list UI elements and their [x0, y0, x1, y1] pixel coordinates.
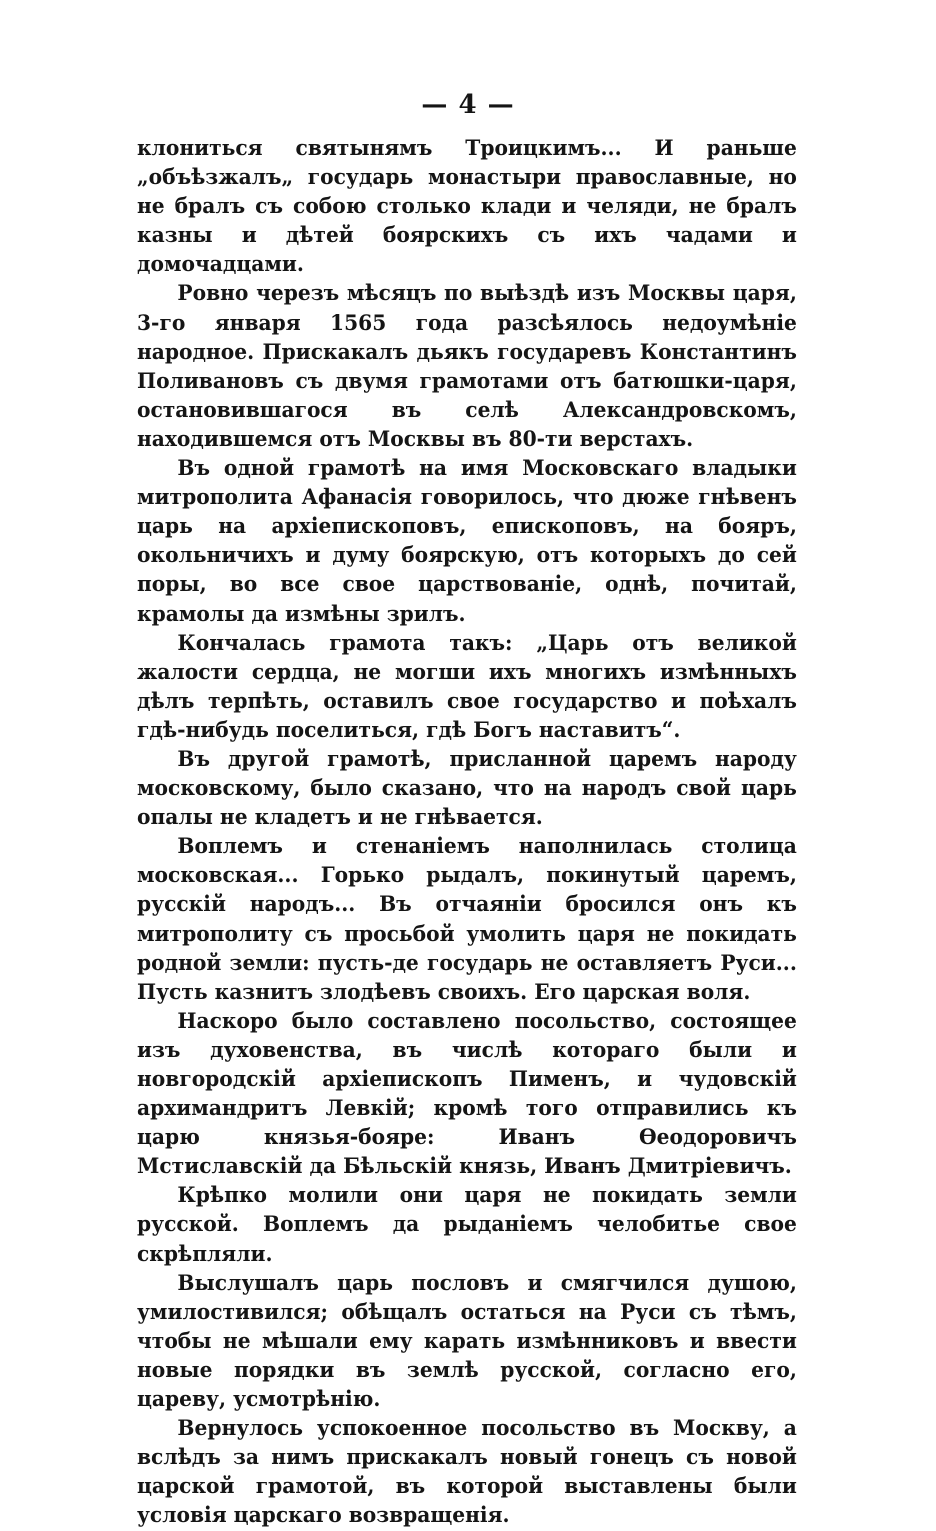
paragraph-7: Наскоро было составлено посольство, состоящее изъ духовенства, въ числѣ котораго были и новгородскій архіепископъ Пименъ, и чудовскій архимандритъ Левкій; кромѣ того отправились къ царю князья-бояре: Иванъ Ѳеодоровичъ Мстиславскій да Бѣльскій князь, Иванъ Дмитріевичъ.	[137, 1008, 797, 1180]
paragraph-8: Крѣпко молили они царя не покидать земли русской. Воплемъ да рыданіемъ челобитье свое скрѣпляли.	[137, 1183, 797, 1267]
paragraph-3: Въ одной грамотѣ на имя Московскаго владыки митрополита Афанасія говорилось, что дюже гнѣвенъ царь на архіепископовъ, епископовъ, на бояръ, окольничихъ и думу боярскую, отъ которыхъ до сей поры, во все свое царствованіе, однѣ, почитай, крамолы да измѣны зрилъ.	[137, 456, 797, 627]
paragraph-6: Воплемъ и стенаніемъ наполнилась столица московская... Горько рыдалъ, покинутый царемъ, русскій народъ... Въ отчаяніи бросился онъ къ митрополиту съ просьбой умолить царя не покидать родной земли: пусть-де государь не оставляетъ Руси... Пусть казнитъ злодѣевъ своихъ. Его царская воля.	[137, 834, 797, 1005]
paragraph-1: клониться святынямъ Троицкимъ... И раньше „объѣзжалъ„ государь монастыри православные, но не бралъ съ собою столько клади и челяди, не бралъ казны и дѣтей боярскихъ съ ихъ чадами и домочадцами.	[137, 136, 797, 278]
paragraph-5: Въ другой грамотѣ, присланной царемъ народу московскому, было сказано, что на народъ свой царь опалы не кладетъ и не гнѣвается.	[137, 746, 797, 831]
paragraph-4: Кончалась грамота такъ: „Царь отъ великой жалости сердца, не могши ихъ многихъ измѣнныхъ дѣлъ терпѣть, оставилъ свое государство и поѣхалъ гдѣ-нибудь поселиться, гдѣ Богъ наставитъ“.	[137, 630, 797, 743]
paragraph-10: Вернулось успокоенное посольство въ Москву, а вслѣдъ за нимъ прискакалъ новый гонецъ съ новой царской грамотой, въ которой выставлены были условія царскаго возвращенія.	[137, 1416, 797, 1529]
body-text	[137, 134, 797, 1531]
paragraph-9: Выслушалъ царь пословъ и смягчился душою, умилостивился; обѣщалъ остаться на Руси съ тѣмъ, чтобы не мѣшали ему карать измѣнниковъ и ввести новые порядки въ землѣ русской, согласно его, цареву, усмотрѣнію.	[137, 1270, 797, 1413]
page-number: — 4 —	[421, 90, 515, 120]
paragraph-2: Ровно черезъ мѣсяцъ по выѣздѣ изъ Москвы царя, 3-го января 1565 года разсѣялось недоумѣніе народное. Прискакалъ дьякъ государевъ Константинъ Поливановъ съ двумя грамотами отъ батюшки-царя, остановившагося въ селѣ Александровскомъ, находившемся отъ Москвы въ 80-ти верстахъ.	[137, 281, 797, 452]
